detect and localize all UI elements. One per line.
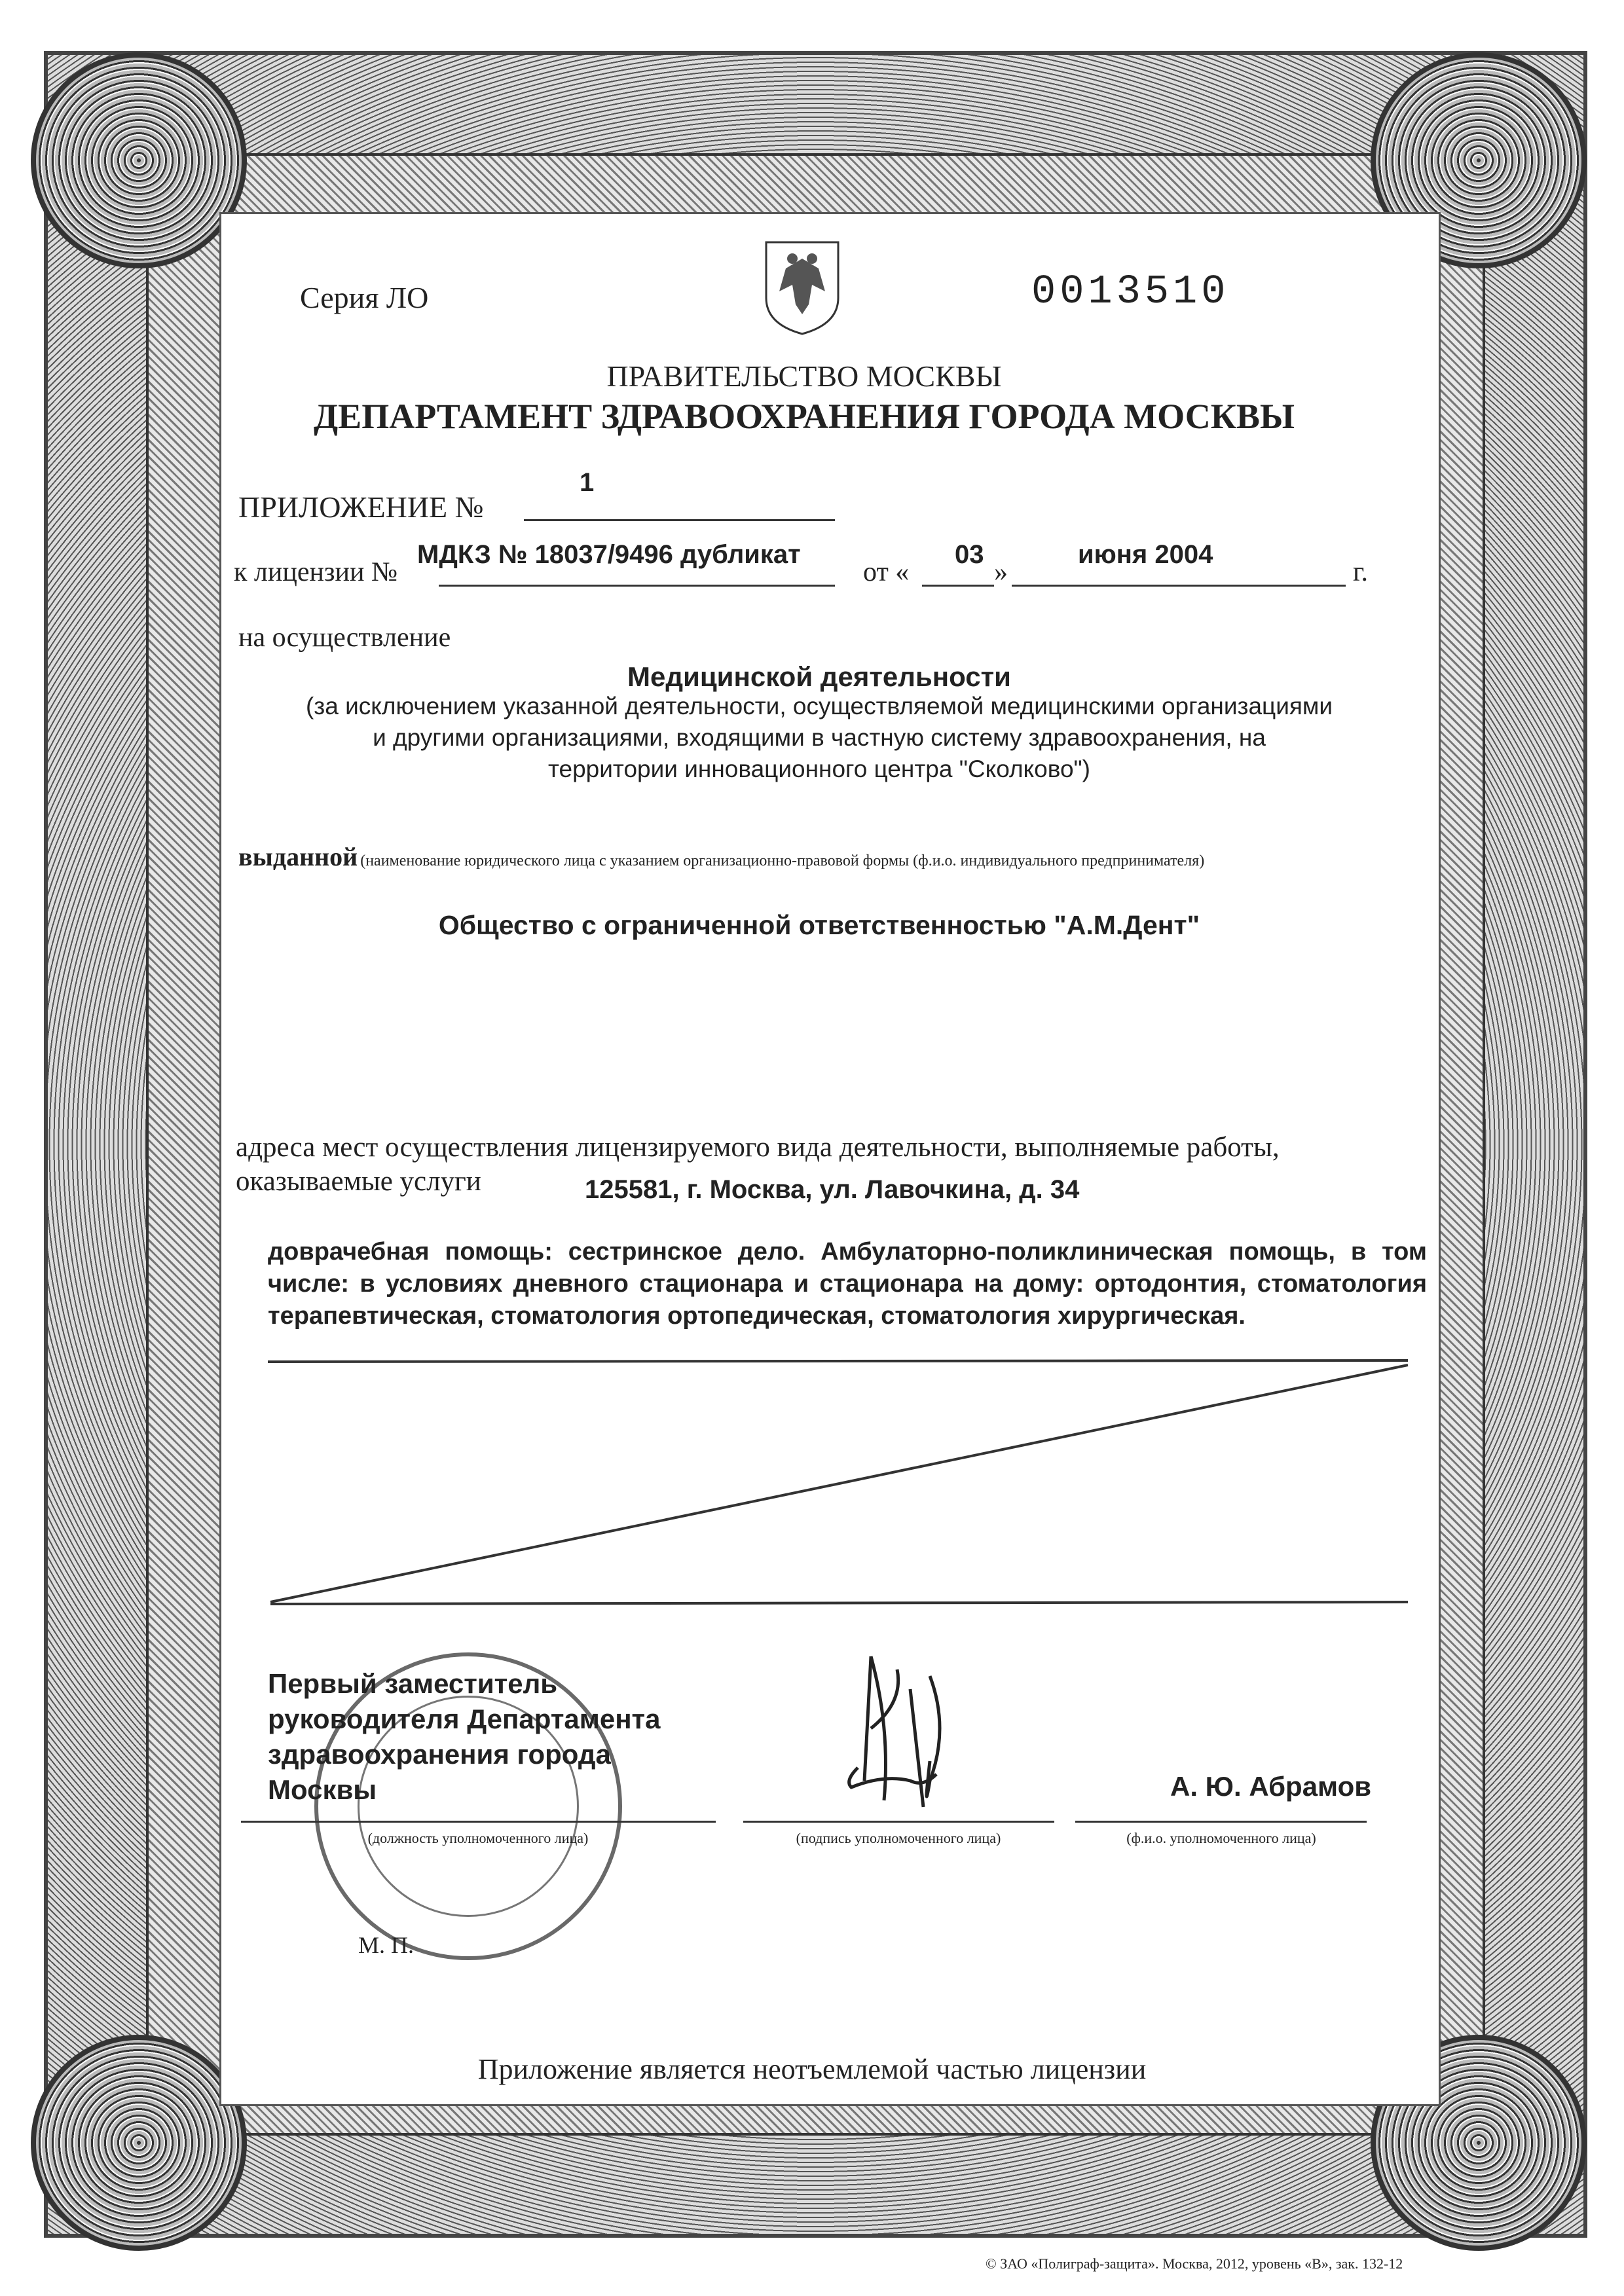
position-line-2: руководителя Департамента — [268, 1704, 661, 1734]
address: 125581, г. Москва, ул. Лавочкина, д. 34 — [585, 1175, 1080, 1204]
license-day: 03 — [955, 540, 984, 569]
appendix-note: Приложение является неотъемлемой частью лицензии — [477, 2053, 1147, 2085]
issued-hint: (наименование юридического лица с указанием организационно-правовой формы (ф.и.о. индивидуального предпринимателя) — [360, 852, 1205, 869]
signatory-name: А. Ю. Абрамов — [1170, 1771, 1372, 1802]
caption-name: (ф.и.о. уполномоченного лица) — [1126, 1830, 1316, 1846]
activity-label: на осуществление — [238, 623, 451, 653]
activity-scope-line-3: территории инновационного центра "Сколково") — [547, 756, 1091, 782]
appendix-number: 1 — [580, 468, 595, 497]
date-from-label: от « — [863, 557, 910, 587]
printer-imprint: © ЗАО «Полиграф-защита». Москва, 2012, уровень «В», зак. 132-12 — [986, 2255, 1403, 2272]
position-line-4: Москвы — [268, 1774, 377, 1805]
position-underline — [241, 1821, 716, 1823]
signature-underline — [743, 1821, 1054, 1823]
organization-name: Общество с ограниченной ответственностью "А.М.Дент" — [438, 910, 1200, 940]
government-title: ПРАВИТЕЛЬСТВО МОСКВЫ — [606, 359, 1002, 393]
position-line-3: здравоохранения города — [268, 1739, 611, 1770]
license-number: МДКЗ № 18037/9496 дубликат — [417, 540, 801, 569]
services-list: доврачебная помощь: сестринское дело. Амбулаторно-поликлиническая помощь, в том числе: в условиях дневного стационара и стационара на дому: ортодонтия, стоматология терапевтическая, стоматология ортопедическая, стоматология хирургическая. — [268, 1238, 1427, 1330]
addresses-label-line-2: оказываемые услуги — [236, 1166, 481, 1197]
series-label: Серия ЛО — [300, 281, 429, 314]
activity-title: Медицинской деятельности — [627, 661, 1011, 692]
activity-scope-line-2: и другими организациями, входящими в частную систему здравоохранения, на — [373, 724, 1266, 751]
date-close-quote: » — [994, 557, 1008, 587]
stamp-place: М. П. — [358, 1932, 415, 1958]
activity-scope-line-1: (за исключением указанной деятельности, осуществляемой медицинскими организациями — [305, 693, 1333, 720]
position-line-1: Первый заместитель — [268, 1668, 558, 1699]
addresses-label-line-1: адреса мест осуществления лицензируемого вида деятельности, выполняемые работы, — [236, 1132, 1280, 1163]
name-underline — [1075, 1821, 1367, 1823]
year-suffix: г. — [1353, 557, 1368, 587]
caption-position: (должность уполномоченного лица) — [367, 1830, 589, 1846]
signatory-position — [268, 1666, 660, 1808]
department-title: ДЕПАРТАМЕНТ ЗДРАВООХРАНЕНИЯ ГОРОДА МОСКВЫ — [314, 397, 1295, 436]
issued-word: выданной — [238, 842, 358, 871]
appendix-label: ПРИЛОЖЕНИЕ № — [238, 490, 484, 524]
caption-signature: (подпись уполномоченного лица) — [796, 1830, 1001, 1846]
handwritten-signature — [832, 1650, 1028, 1820]
license-label: к лицензии № — [234, 557, 398, 587]
license-month-year: июня 2004 — [1078, 540, 1213, 569]
serial-number: 0013510 — [1031, 268, 1230, 315]
